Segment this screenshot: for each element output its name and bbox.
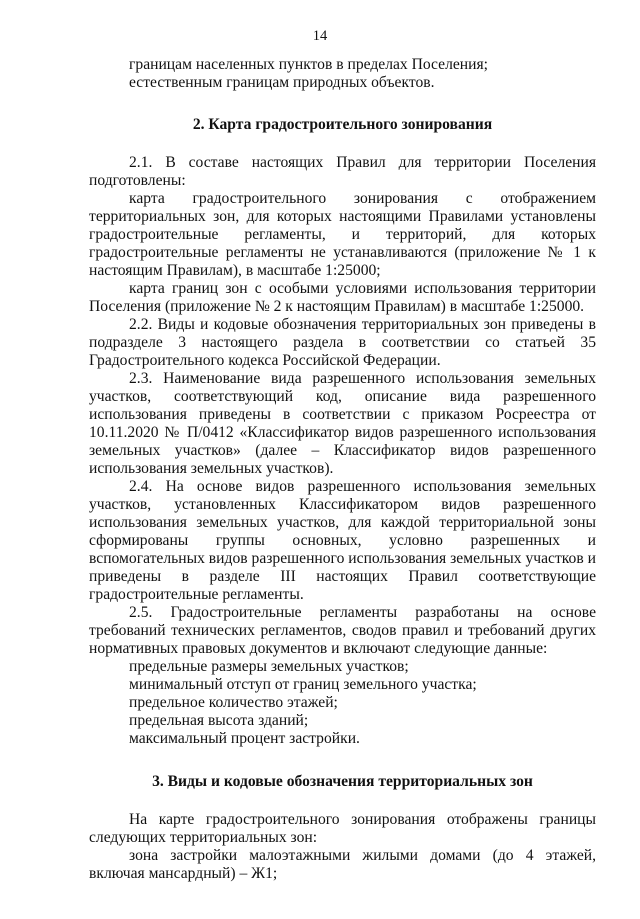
- section-2-heading: 2. Карта градостроительного зонирования: [192, 116, 493, 133]
- list-item: минимальный отступ от границ земельного участка;: [129, 676, 477, 693]
- paragraph-2-4: 2.4. На основе видов разрешенного использования земельных участков, установленных Классификатором видов разрешенного использования земельных участков, для каждой территориальной зоны сформированы группы основных, условно разрешенных и вспомогательных видов разрешенного использования земельных участков и приведены в разделе III настоящих Правил соответствующие градостроительные регламенты.: [89, 478, 596, 603]
- paragraph-zone-zh1: зона застройки малоэтажными жилыми домами (до 4 этажей, включая мансардный) – Ж1;: [89, 847, 596, 882]
- list-item: предельная высота зданий;: [129, 712, 309, 729]
- paragraph-2-5: 2.5. Градостроительные регламенты разработаны на основе требований технических регламентов, сводов правил и требований других нормативных правовых документов и включают следующие данные:: [89, 604, 596, 657]
- section-3-heading: 3. Виды и кодовые обозначения территориальных зон: [152, 773, 533, 790]
- list-item: максимальный процент застройки.: [129, 730, 360, 747]
- paragraph-2-2: 2.2. Виды и кодовые обозначения территориальных зон приведены в подразделе 3 настоящего раздела в соответствии со статьей 35 Градостроительного кодекса Российской Федерации.: [89, 316, 596, 369]
- paragraph-zoning-map: карта градостроительного зонирования с отображением территориальных зон, для которых настоящими Правилами установлены градостроительные регламенты, и территорий, для которых градостроительные регламенты не устанавливаются (приложение № 1 к настоящим Правилам), в масштабе 1:25000;: [89, 190, 596, 279]
- paragraph-2-3: 2.3. Наименование вида разрешенного использования земельных участков, соответствующий код, описание вида разрешенного использования приведены в соответствии с приказом Росреестра от 10.11.2020 № П/0412 «Классификатор видов разрешенного использования земельных участков» (далее – Классификатор видов разрешенного использования земельных участков).: [89, 370, 596, 477]
- paragraph-2-1: 2.1. В составе настоящих Правил для территории Поселения подготовлены:: [89, 154, 596, 189]
- intro-line: естественным границам природных объектов.: [129, 74, 435, 91]
- paragraph-section-3-intro: На карте градостроительного зонирования отображены границы следующих территориальных зон:: [89, 811, 596, 846]
- page-number: 14: [312, 28, 328, 44]
- paragraph-special-zones-map: карта границ зон с особыми условиями использования территории Поселения (приложение № 2 к настоящим Правилам) в масштабе 1:25000.: [89, 280, 596, 315]
- list-item: предельное количество этажей;: [129, 694, 338, 711]
- intro-line: границам населенных пунктов в пределах Поселения;: [129, 56, 488, 73]
- page-body: [89, 56, 596, 883]
- list-item: предельные размеры земельных участков;: [129, 658, 409, 675]
